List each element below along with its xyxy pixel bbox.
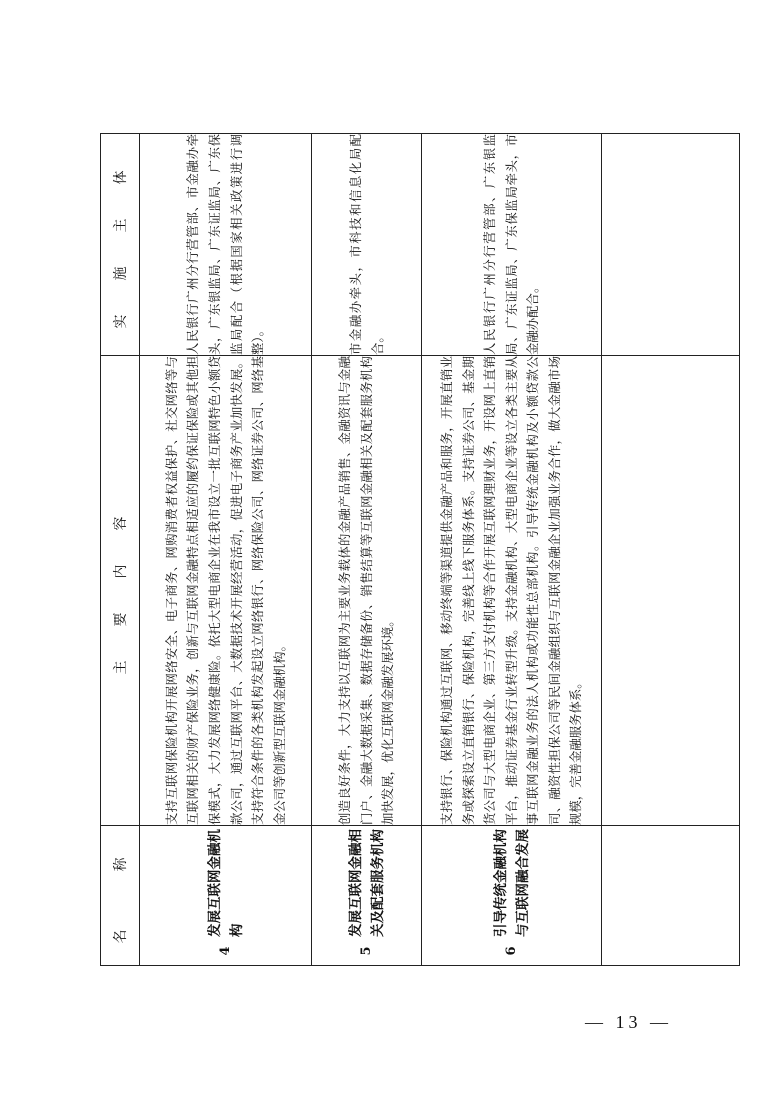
header-impl: 实 施 主 体 [101,134,140,356]
table-header-row [101,134,140,966]
table-empty-row [602,134,740,966]
row-number: 4 [218,946,233,956]
table-row [312,134,422,966]
row-impl: 市金融办牵头，市科技和信息化局配合。 [312,134,422,356]
page-number: — 13 — [585,1012,672,1032]
row-impl: 人民银行广州分行营管部、市金融办牵头，广东银监局、广东证监局、广东保监局配合（根据国家相关政策进行调整）。 [140,134,312,356]
table-row [422,134,602,966]
rotated-table-container [100,134,740,966]
row-name: 发展互联网金融机构 [206,829,245,937]
table-row [140,134,312,966]
row-content: 创造良好条件，大力支持以互联网为主要业务载体的金融产品销售、金融资讯与金融门户、金融大数据采集、数据存储备份、销售结算等互联网金融相关及配套服务机构加快发展，优化互联网金融发展环境。 [312,356,422,826]
row-name: 发展互联网金融相关及配套服务机构 [347,829,386,937]
row-number: 6 [504,946,519,956]
header-content: 主 要 内 容 [101,356,140,826]
row-content: 支持互联网保险机构开展网络安全、电子商务、网购消费者权益保护、社交网络等与互联网相关的财产保险业务，创新与互联网金融特点相适应的履约保证保险或其他担保模式，大力发展网络健康险。依托大型电商企业在我市设立一批互联网特色小额贷款公司，通过互联网平台、大数据技术开展经营活动，促进电子商务产业加快发展。支持符合条件的各类机构发起设立网络银行、网络保险公司、网络证券公司、网络基金公司等创新型互联网金融机构。 [140,356,312,826]
row-impl: 人民银行广州分行营管部、广东银监局、广东证监局、广东保监局牵头，市金融办配合。 [422,134,602,356]
header-name: 名 称 [101,826,140,966]
row-name-cell [312,826,422,966]
row-name: 引导传统金融机构与互联网融合发展 [492,829,531,937]
measures-table [100,133,740,966]
row-name-cell [140,826,312,966]
row-content: 支持银行、保险机构通过互联网、移动终端等渠道提供金融产品和服务，开展直销业务或探索设立直销银行、保险机构，完善线上线下服务体系。支持证券公司、基金期货公司与大型电商企业、第三方支付机构等合作开展互联网理财业务，开设网上直销平台，推动证券基金行业转型升级。支持金融机构、大型电商企业等设立各类主要从事互联网金融业务的法人机构或功能性总部机构。引导传统金融机构及小额贷款公司、融资性担保公司等民间金融组织与互联网金融企业加强业务合作，做大金融市场规模，完善金融服务体系。 [422,356,602,826]
row-name-cell [422,826,602,966]
row-number: 5 [359,946,374,956]
